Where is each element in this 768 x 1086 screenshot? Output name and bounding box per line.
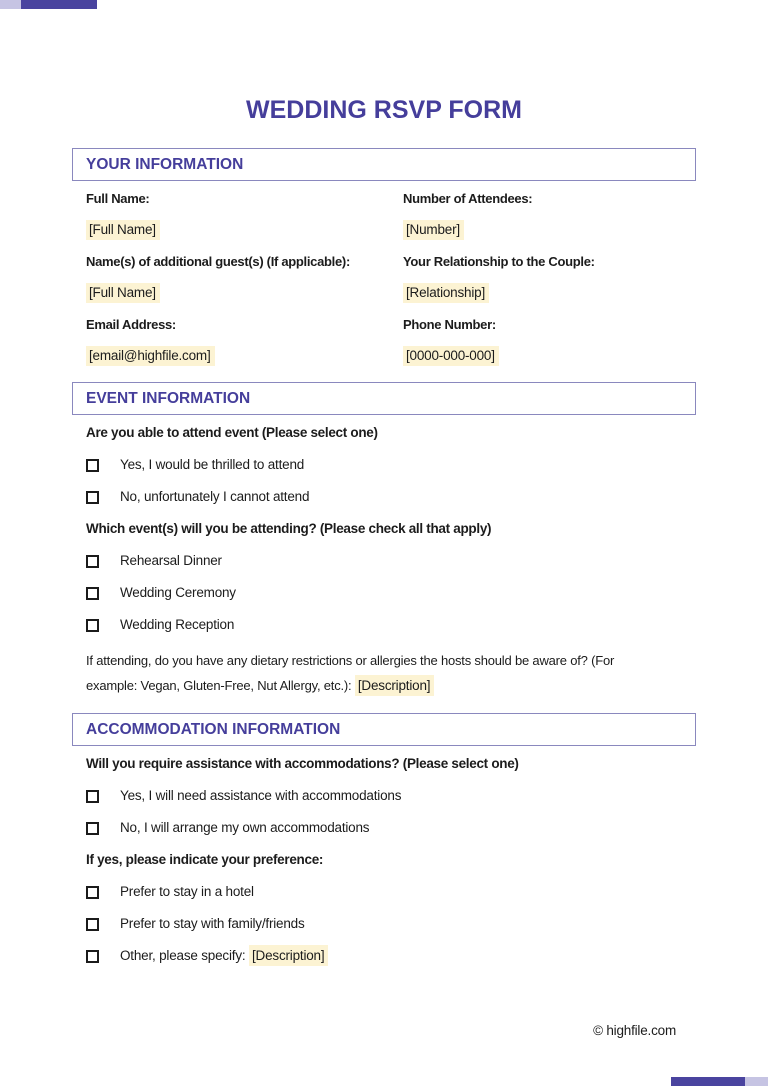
assist-no-checkbox[interactable] xyxy=(86,822,99,835)
email-label: Email Address: xyxy=(86,317,176,332)
assist-question: Will you require assistance with accommodations? (Please select one) xyxy=(86,756,519,771)
events-question: Which event(s) will you be attending? (Please check all that apply) xyxy=(86,521,492,536)
additional-guests-label: Name(s) of additional guest(s) (If applicable): xyxy=(86,254,350,269)
family-friends-checkbox[interactable] xyxy=(86,918,99,931)
email-value[interactable]: [email@highfile.com] xyxy=(86,346,215,366)
rehearsal-dinner-checkbox[interactable] xyxy=(86,555,99,568)
dietary-value[interactable]: [Description] xyxy=(355,675,434,696)
email-field xyxy=(86,318,403,366)
relationship-field xyxy=(403,255,696,303)
accommodation-information-heading: ACCOMMODATION INFORMATION xyxy=(86,720,341,738)
assist-yes-checkbox[interactable] xyxy=(86,790,99,803)
additional-guests-value[interactable]: [Full Name] xyxy=(86,283,160,303)
wedding-reception-label: Wedding Reception xyxy=(120,617,235,632)
section-header-accommodation-information xyxy=(72,713,696,746)
assist-no-option xyxy=(86,821,696,835)
dietary-question-line2: example: Vegan, Gluten-Free, Nut Allergy, etc.): [Description] xyxy=(86,675,696,697)
other-checkbox[interactable] xyxy=(86,950,99,963)
dietary-question xyxy=(86,650,696,697)
event-information-heading: EVENT INFORMATION xyxy=(86,389,251,407)
attend-yes-label: Yes, I would be thrilled to attend xyxy=(120,457,305,472)
wedding-ceremony-checkbox[interactable] xyxy=(86,587,99,600)
full-name-value[interactable]: [Full Name] xyxy=(86,220,160,240)
your-information-heading: YOUR INFORMATION xyxy=(86,155,244,173)
top-accent-bar-light xyxy=(0,0,21,9)
assist-yes-label: Yes, I will need assistance with accommodations xyxy=(120,788,402,803)
phone-label: Phone Number: xyxy=(403,317,496,332)
hotel-checkbox[interactable] xyxy=(86,886,99,899)
page-title: WEDDING RSVP FORM xyxy=(246,96,522,124)
attend-no-checkbox[interactable] xyxy=(86,491,99,504)
bottom-accent-bar-light xyxy=(745,1077,768,1086)
family-friends-label: Prefer to stay with family/friends xyxy=(120,916,305,931)
phone-field xyxy=(403,318,696,366)
attendees-value[interactable]: [Number] xyxy=(403,220,464,240)
section-header-your-information xyxy=(72,148,696,181)
assist-no-label: No, I will arrange my own accommodations xyxy=(120,820,370,835)
section-header-event-information xyxy=(72,382,696,415)
bottom-accent-bar-dark xyxy=(671,1077,745,1086)
phone-value[interactable]: [0000-000-000] xyxy=(403,346,499,366)
full-name-label: Full Name: xyxy=(86,191,150,206)
rehearsal-dinner-option xyxy=(86,554,696,568)
attendees-field xyxy=(403,192,696,240)
relationship-label: Your Relationship to the Couple: xyxy=(403,254,595,269)
attend-question: Are you able to attend event (Please select one) xyxy=(86,425,378,440)
attend-no-label: No, unfortunately I cannot attend xyxy=(120,489,310,504)
wedding-ceremony-option xyxy=(86,586,696,600)
relationship-value[interactable]: [Relationship] xyxy=(403,283,489,303)
attend-yes-checkbox[interactable] xyxy=(86,459,99,472)
wedding-ceremony-label: Wedding Ceremony xyxy=(120,585,236,600)
other-label: Other, please specify: [Description] xyxy=(120,949,328,963)
assist-yes-option xyxy=(86,789,696,803)
attendees-label: Number of Attendees: xyxy=(403,191,533,206)
footer-copyright: © highfile.com xyxy=(593,1023,676,1038)
hotel-option xyxy=(86,885,696,899)
other-value[interactable]: [Description] xyxy=(249,945,328,966)
attend-no-option xyxy=(86,490,696,504)
wedding-reception-option xyxy=(86,618,696,632)
attend-yes-option xyxy=(86,458,696,472)
document-body xyxy=(72,0,696,981)
hotel-label: Prefer to stay in a hotel xyxy=(120,884,254,899)
additional-guests-field xyxy=(86,255,403,303)
family-friends-option xyxy=(86,917,696,931)
dietary-question-line1: If attending, do you have any dietary restrictions or allergies the hosts should be aware of? (For xyxy=(86,653,615,668)
other-option xyxy=(86,949,696,963)
wedding-reception-checkbox[interactable] xyxy=(86,619,99,632)
rehearsal-dinner-label: Rehearsal Dinner xyxy=(120,553,222,568)
your-information-fields xyxy=(86,192,696,381)
preference-question: If yes, please indicate your preference: xyxy=(86,852,324,867)
full-name-field xyxy=(86,192,403,240)
